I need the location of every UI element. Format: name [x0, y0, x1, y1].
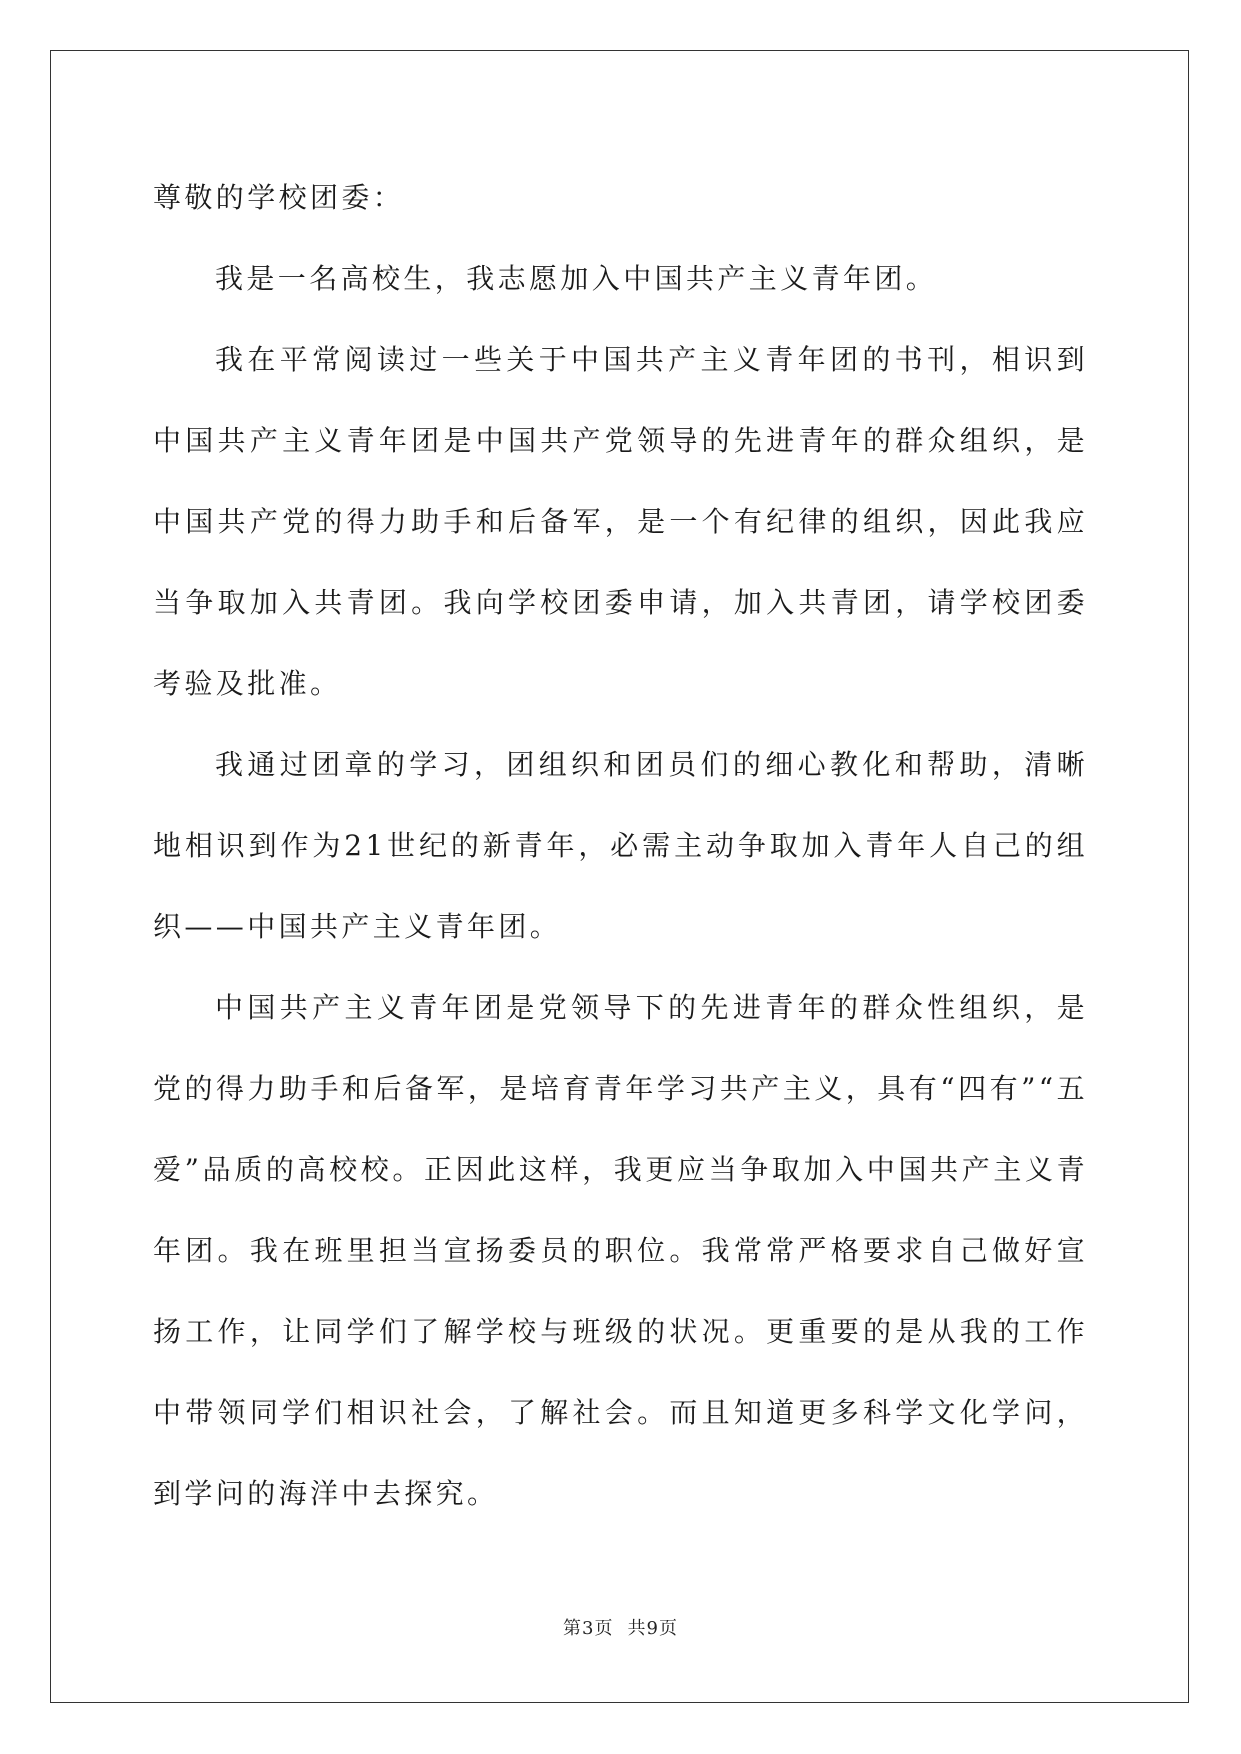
page-footer — [0, 1614, 1241, 1640]
page-total: 共9页 — [627, 1618, 678, 1639]
paragraph-understanding: 我在平常阅读过一些关于中国共产主义青年团的书刊，相识到中国共产主义青年团是中国共产党领导的先进青年的群众组织，是中国共产党的得力助手和后备军，是一个有纪律的组织，因此我应当争取加入共青团。我向学校团委申请，加入共青团，请学校团委考验及批准。 — [153, 343, 1088, 700]
paragraph-study: 我通过团章的学习，团组织和团员们的细心教化和帮助，清晰地相识到作为21世纪的新青年，必需主动争取加入青年人自己的组织——中国共产主义青年团。 — [153, 748, 1088, 943]
salutation: 尊敬的学校团委： — [153, 181, 405, 214]
page-number: 第3页 — [563, 1618, 614, 1639]
document-body — [153, 157, 1088, 1534]
paragraph-commitment: 中国共产主义青年团是党领导下的先进青年的群众性组织，是党的得力助手和后备军，是培育青年学习共产主义，具有“四有”“五爱”品质的高校校。正因此这样，我更应当争取加入中国共产主义青年团。我在班里担当宣扬委员的职位。我常常严格要求自己做好宣扬工作，让同学们了解学校与班级的状况。更重要的是从我的工作中带领同学们相识社会，了解社会。而且知道更多科学文化学问，到学问的海洋中去探究。 — [153, 991, 1088, 1510]
paragraph-intro: 我是一名高校生，我志愿加入中国共产主义青年团。 — [215, 262, 938, 295]
